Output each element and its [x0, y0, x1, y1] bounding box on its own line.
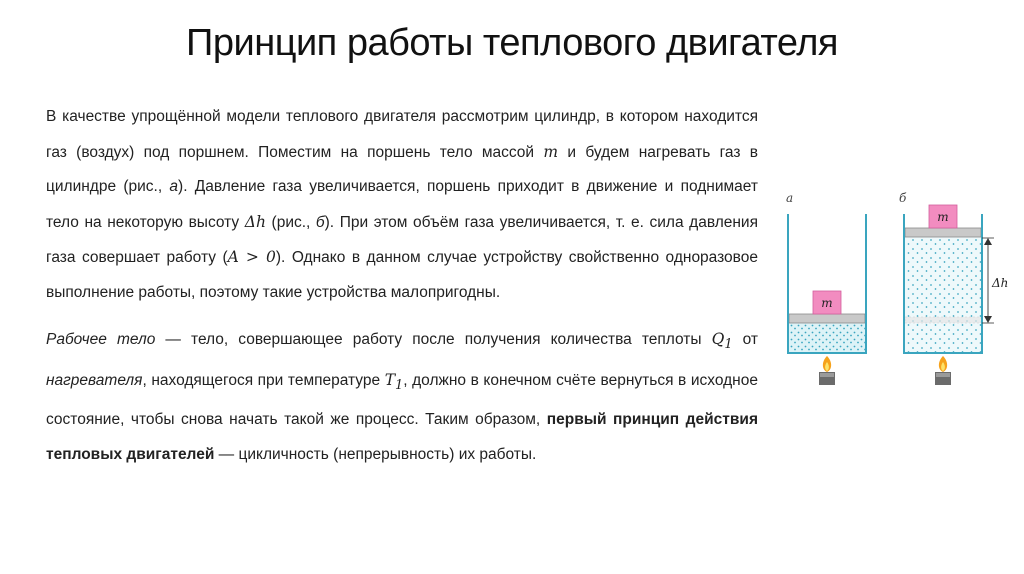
piston-a — [789, 314, 865, 323]
mass-label-b: m — [937, 210, 949, 224]
p1-text-6: ). Однако в данном случае устройству свойственно одноразовое выполнение работы, поэтому такие устройства малопригодны. — [46, 249, 758, 301]
p1-text-3: ). Давление газа увеличивается, поршень приходит в движение и поднимает тело на некоторую высоту — [46, 178, 759, 231]
old-piston-position — [905, 317, 981, 323]
piston-b — [905, 228, 981, 237]
gas-a — [789, 322, 865, 352]
slide-title: Принцип работы теплового двигателя — [186, 22, 838, 64]
q1-symbol — [711, 330, 733, 353]
t1-symbol — [384, 370, 404, 393]
p2-text-2: от — [732, 331, 758, 348]
p1-text-1: В качестве упрощённой модели теплового двигателя рассмотрим цилиндр, в котором находится газ (воздух) под поршнем. Поместим на поршень тело массой — [46, 108, 758, 161]
t1-letter: T — [384, 370, 396, 389]
body-text — [46, 100, 758, 472]
p1-text-2: и будем нагревать газ в цилиндре (рис., — [46, 143, 758, 195]
delta-h-label: Δh — [992, 276, 1009, 290]
gas-b — [905, 236, 981, 352]
term-working-body: Рабочее тело — [46, 331, 156, 348]
q1-subscript: 1 — [724, 337, 733, 353]
paragraph-1 — [46, 100, 758, 310]
label-b: б — [899, 191, 907, 205]
mass-label-a: m — [821, 296, 833, 310]
p1-text-5: ). При этом объём газа увеличивается, т. е. сила давления газа совершает работу ( — [46, 213, 758, 266]
p2-text-1: — тело, совершающее работу после получения количества теплоты — [155, 331, 712, 348]
p2-text-3: , находящегося при температуре — [142, 371, 385, 389]
cylinder-a — [788, 214, 866, 353]
burner-b — [935, 356, 951, 385]
cylinder-b — [904, 205, 982, 353]
p2-text-4: , должно в конечном счёте вернуться в исходное состояние, чтобы снова начать такой же процесс. Таким образом, — [46, 371, 758, 429]
heat-engine-figure — [776, 184, 1016, 394]
t1-subscript: 1 — [395, 377, 404, 393]
q1-letter: Q — [711, 330, 725, 348]
work-condition: A > 0 — [227, 248, 276, 266]
p1-text-4: (рис., — [265, 213, 316, 231]
cylinders-diagram — [776, 184, 1016, 394]
mass-symbol: m — [543, 142, 559, 161]
paragraph-2 — [46, 322, 758, 472]
delta-h-arrow — [982, 238, 1008, 323]
label-a: а — [786, 191, 794, 205]
burner-a — [819, 356, 835, 385]
fig-ref-b: б — [315, 213, 325, 231]
delta-h-symbol: Δh — [244, 212, 266, 231]
p2-text-5: — цикличность (непрерывность) их работы. — [214, 445, 537, 463]
fig-ref-a: а — [169, 178, 179, 195]
term-heater: нагревателя — [46, 371, 143, 389]
first-principle-bold: первый принцип действия тепловых двигателей — [46, 411, 758, 463]
